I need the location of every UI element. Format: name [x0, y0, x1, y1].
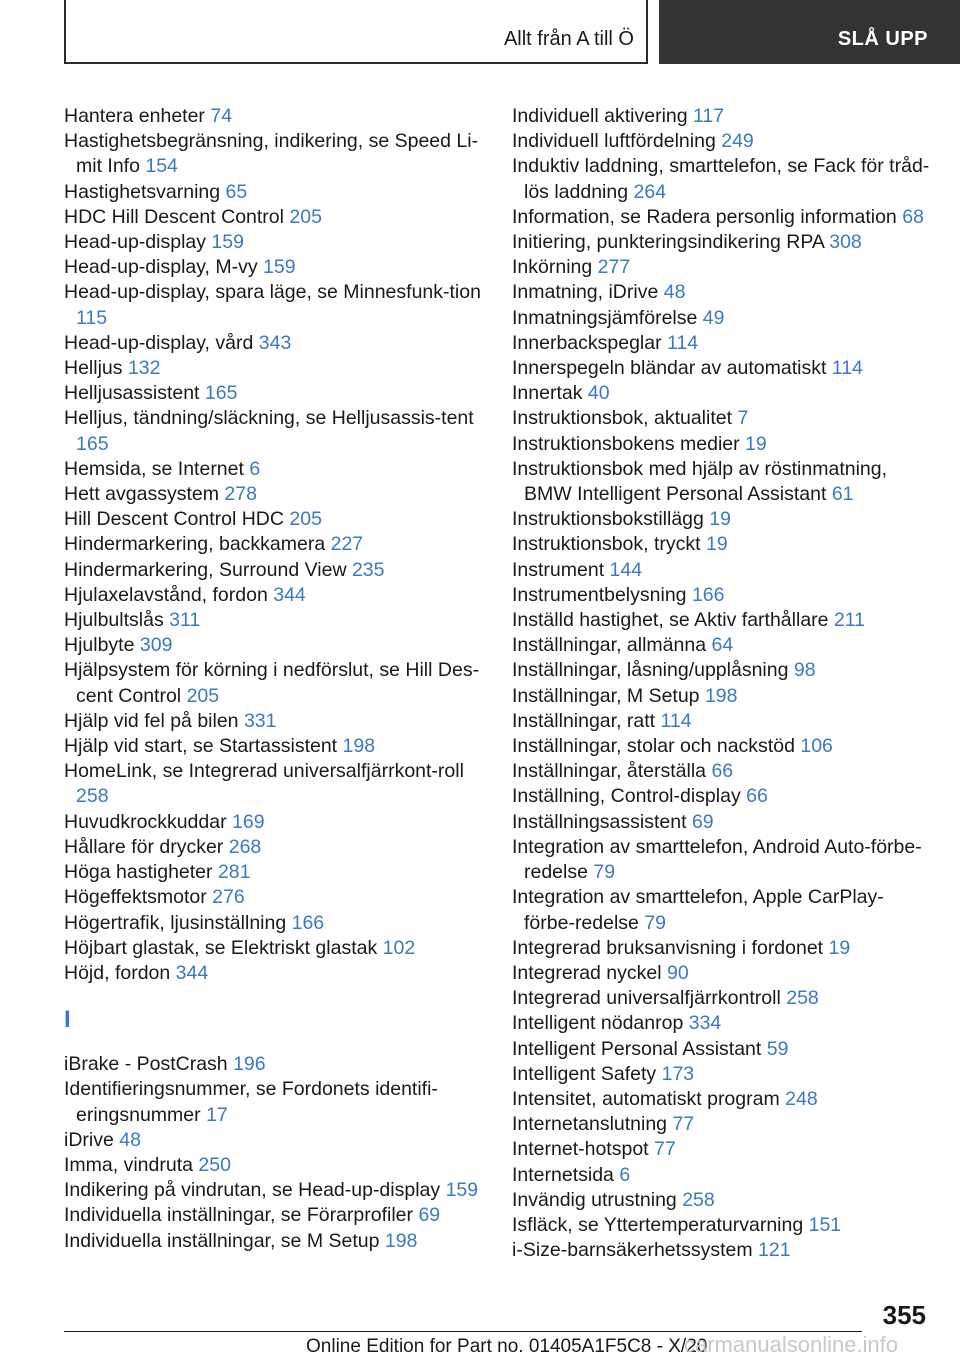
- page-link[interactable]: 19: [828, 936, 851, 959]
- index-term: Hjälp vid start, se Startassistent: [64, 735, 338, 758]
- page-link[interactable]: 173: [661, 1062, 695, 1085]
- index-entry: [512, 784, 932, 809]
- index-entry: [64, 911, 484, 936]
- index-entry: [64, 1052, 484, 1077]
- index-entry: [64, 633, 484, 658]
- index-term: Identifieringsnummer, se Fordonets identifi-eringsnummer: [64, 1078, 438, 1126]
- index-term: Inställningar, återställa: [512, 760, 707, 783]
- index-term: Individuella inställningar, se M Setup: [64, 1229, 380, 1252]
- page-link[interactable]: 19: [745, 432, 767, 455]
- index-term: Intelligent Personal Assistant: [512, 1037, 762, 1060]
- index-term: Inställd hastighet, se Aktiv farthållare: [512, 609, 829, 632]
- page-link[interactable]: 132: [127, 357, 161, 380]
- index-entry: [512, 306, 932, 331]
- index-entry: [64, 810, 484, 835]
- index-entry: [64, 885, 484, 910]
- page-link[interactable]: 276: [212, 886, 245, 909]
- page-link[interactable]: 6: [619, 1163, 631, 1186]
- index-entry: [64, 255, 484, 280]
- index-entry: [64, 532, 484, 557]
- index-term: Instruktionsbokens medier: [512, 432, 740, 455]
- index-term: Intelligent nödanrop: [512, 1012, 684, 1035]
- page-link[interactable]: 66: [711, 760, 734, 783]
- index-term: Hantera enheter: [64, 105, 205, 127]
- index-term: Instrumentbelysning: [512, 583, 687, 606]
- index-entry: [512, 734, 932, 759]
- index-term: Inställningar, allmänna: [512, 634, 707, 657]
- index-term: Hett avgassystem: [64, 483, 219, 506]
- page-link[interactable]: 74: [210, 105, 233, 127]
- page-link[interactable]: 309: [139, 634, 173, 657]
- index-term: iBrake - PostCrash: [64, 1053, 228, 1076]
- index-entry: [64, 507, 484, 532]
- page-link[interactable]: 59: [766, 1037, 789, 1060]
- index-term: Innerspegeln bländar av automatiskt: [512, 357, 827, 380]
- index-entry: [512, 608, 932, 633]
- page-link[interactable]: 79: [593, 861, 616, 884]
- page-link[interactable]: 205: [289, 205, 322, 228]
- index-entry: [64, 1178, 484, 1203]
- page-link[interactable]: 343: [258, 331, 292, 354]
- page-link[interactable]: 258: [76, 785, 109, 808]
- page-link[interactable]: 166: [691, 583, 725, 606]
- index-term: Högeffektsmotor: [64, 886, 207, 909]
- index-entry: [512, 381, 932, 406]
- index-term: Hjulbultslås: [64, 609, 164, 632]
- page-link[interactable]: 48: [119, 1128, 141, 1151]
- index-term: Head-up-display: [64, 231, 206, 254]
- page-link[interactable]: 198: [384, 1229, 418, 1252]
- page-link[interactable]: 169: [232, 810, 265, 833]
- index-entry: [64, 280, 484, 330]
- index-term: Initiering, punkteringsindikering RPA: [512, 231, 824, 254]
- index-term: Helljus, tändning/släckning, se Helljusassis-tent: [64, 407, 474, 430]
- page-number: 355: [882, 1300, 926, 1330]
- index-term: Head-up-display, vård: [64, 331, 254, 354]
- page-link[interactable]: 334: [688, 1012, 722, 1035]
- index-entry: [512, 129, 932, 154]
- index-entry: [512, 709, 932, 734]
- page-link[interactable]: 102: [382, 936, 416, 959]
- index-entry: [64, 1128, 484, 1153]
- page-link[interactable]: 114: [831, 357, 863, 380]
- index-entry: [512, 1213, 932, 1238]
- index-entry: [64, 583, 484, 608]
- index-term: Höjbart glastak, se Elektriskt glastak: [64, 936, 378, 959]
- index-entry: [64, 180, 484, 205]
- index-term: Integrerad universalfjärrkontroll: [512, 987, 781, 1010]
- page-link[interactable]: 114: [667, 331, 699, 354]
- index-term: Inställning, Control-display: [512, 785, 741, 808]
- index-term: Invändig utrustning: [512, 1188, 677, 1211]
- index-term: Högertrafik, ljusinställning: [64, 911, 287, 934]
- page-link[interactable]: 151: [808, 1213, 842, 1236]
- index-term: Head-up-display, M-vy: [64, 256, 258, 279]
- page-link[interactable]: 114: [660, 709, 692, 732]
- index-entry: [64, 482, 484, 507]
- page-link[interactable]: 48: [663, 281, 686, 304]
- page-link[interactable]: 106: [800, 735, 833, 758]
- index-term: Individuell aktivering: [512, 105, 688, 127]
- index-entry: [64, 860, 484, 885]
- index-term: Indikering på vindrutan, se Head-up-display: [64, 1179, 441, 1202]
- index-term: Helljus: [64, 357, 123, 380]
- index-term: Hill Descent Control HDC: [64, 508, 284, 531]
- index-entry: [64, 835, 484, 860]
- index-term: Integration av smarttelefon, Android Auto-förbe-redelse: [512, 835, 922, 884]
- index-term: Instruktionsbok, tryckt: [512, 533, 701, 556]
- index-term: Hastighetsvarning: [64, 180, 221, 203]
- index-entry: [512, 1137, 932, 1162]
- index-entry: [64, 709, 484, 734]
- index-term: Individuell luftfördelning: [512, 130, 716, 153]
- page-link[interactable]: 79: [644, 911, 667, 934]
- index-term: Höjd, fordon: [64, 961, 171, 984]
- page-link[interactable]: 211: [833, 609, 866, 632]
- watermark: carmanualsonline.info: [684, 1332, 899, 1357]
- page-link[interactable]: 19: [706, 533, 728, 556]
- page-link[interactable]: 159: [211, 231, 244, 254]
- index-term: Inställningsassistent: [512, 810, 687, 833]
- index-entry: [64, 1229, 484, 1254]
- page-link[interactable]: 64: [711, 634, 734, 657]
- index-term: Hjulaxelavstånd, fordon: [64, 583, 268, 606]
- page-link[interactable]: 98: [793, 659, 816, 682]
- page-link[interactable]: 19: [709, 508, 731, 531]
- page-link[interactable]: 248: [785, 1087, 818, 1110]
- index-term: Helljusassistent: [64, 382, 200, 405]
- index-entry: [64, 608, 484, 633]
- index-entry: [64, 205, 484, 230]
- index-term: Inställningar, ratt: [512, 709, 656, 732]
- page-link[interactable]: 77: [654, 1138, 676, 1161]
- page-link[interactable]: 61: [831, 483, 854, 506]
- index-entry: [512, 885, 932, 935]
- index-term: Isfläck, se Yttertemperaturvarning: [512, 1213, 804, 1236]
- index-entry: [64, 1153, 484, 1178]
- index-entry: [512, 759, 932, 784]
- page-link[interactable]: 115: [76, 306, 108, 329]
- index-entry: [512, 1037, 932, 1062]
- index-entry: [512, 684, 932, 709]
- index-term: Hjälpsystem för körning i nedförslut, se Hill Des-cent Control: [64, 659, 480, 707]
- page-link[interactable]: 159: [445, 1179, 479, 1202]
- index-entry: [512, 1062, 932, 1087]
- page-link[interactable]: 121: [758, 1239, 791, 1262]
- index-entry: [64, 759, 484, 809]
- index-entry: [512, 961, 932, 986]
- index-term: Inmatning, iDrive: [512, 281, 659, 304]
- index-entry: [64, 734, 484, 759]
- index-entry: [64, 1203, 484, 1228]
- index-term: Inställningar, M Setup: [512, 684, 700, 707]
- index-term: Instrument: [512, 558, 605, 581]
- page-link[interactable]: 77: [672, 1113, 695, 1136]
- page-link[interactable]: 154: [145, 155, 178, 178]
- index-term: Hjälp vid fel på bilen: [64, 709, 239, 732]
- index-entry: [512, 1163, 932, 1188]
- page-link[interactable]: 235: [351, 558, 385, 581]
- index-entry: [64, 356, 484, 381]
- index-entry: [64, 936, 484, 961]
- index-term: Innerbackspeglar: [512, 331, 662, 354]
- index-entry: [512, 658, 932, 683]
- index-entry: [64, 230, 484, 255]
- page-link[interactable]: 17: [206, 1103, 228, 1126]
- index-term: Instruktionsbokstillägg: [512, 508, 704, 531]
- page-link[interactable]: 6: [249, 457, 261, 480]
- index-entry: [512, 1011, 932, 1036]
- index-entry: [512, 1188, 932, 1213]
- index-entry: [512, 583, 932, 608]
- index-entry: [512, 986, 932, 1011]
- page-link[interactable]: 144: [609, 558, 643, 581]
- index-term: Imma, vindruta: [64, 1153, 193, 1176]
- page-link[interactable]: 258: [682, 1188, 715, 1211]
- index-entry: [64, 381, 484, 406]
- index-entry: [512, 633, 932, 658]
- index-entry: [64, 129, 484, 179]
- page-link[interactable]: 258: [786, 987, 819, 1010]
- chapter-title: Allt från A till Ö: [503, 28, 634, 50]
- index-term: Integrerad bruksanvisning i fordonet: [512, 936, 824, 959]
- page-link[interactable]: 49: [702, 306, 725, 329]
- page-link[interactable]: 277: [597, 256, 631, 279]
- index-term: Instruktionsbok med hjälp av röstinmatning, BMW Intelligent Personal Assistant: [512, 457, 888, 506]
- index-term: Inställningar, stolar och nackstöd: [512, 735, 795, 758]
- index-term: Hemsida, se Internet: [64, 457, 244, 480]
- index-entry: [512, 432, 932, 457]
- index-entry: [512, 154, 932, 204]
- page-link[interactable]: 227: [330, 533, 364, 556]
- index-term: Hindermarkering, Surround View: [64, 558, 347, 581]
- index-entry: [512, 558, 932, 583]
- index-entry: [512, 230, 932, 255]
- page-link[interactable]: 7: [737, 407, 749, 430]
- index-term: Hindermarkering, backkamera: [64, 533, 326, 556]
- section-letter: I: [64, 1006, 71, 1034]
- index-entry: [512, 331, 932, 356]
- page-link[interactable]: 159: [263, 256, 296, 279]
- page-link[interactable]: 65: [225, 180, 248, 203]
- page-link[interactable]: 69: [691, 810, 714, 833]
- index-entry: [512, 104, 932, 129]
- index-entry: [512, 835, 932, 885]
- index-term: Intelligent Safety: [512, 1062, 657, 1085]
- index-entry: [64, 104, 484, 129]
- page-link[interactable]: 278: [224, 483, 257, 506]
- index-term: Internetsida: [512, 1163, 614, 1186]
- index-term: Hjulbyte: [64, 634, 135, 657]
- page-link[interactable]: 311: [169, 609, 201, 632]
- page-link[interactable]: 90: [667, 961, 689, 984]
- index-entry: [512, 255, 932, 280]
- index-entry: [64, 457, 484, 482]
- page-link[interactable]: 69: [418, 1204, 441, 1227]
- page-link[interactable]: 344: [175, 961, 209, 984]
- page-link[interactable]: 165: [76, 432, 109, 455]
- index-column-left: [64, 104, 484, 1254]
- index-entry: [512, 205, 932, 230]
- index-term: Integrerad nyckel: [512, 961, 662, 984]
- index-entry: [64, 1077, 484, 1127]
- page-link[interactable]: 66: [746, 785, 768, 808]
- index-term: Head-up-display, spara läge, se Minnesfunk-tion: [64, 281, 481, 304]
- page-link[interactable]: 198: [342, 735, 376, 758]
- index-term: Information, se Radera personlig information: [512, 205, 897, 228]
- index-term: Huvudkrockkuddar: [64, 810, 227, 833]
- index-term: Individuella inställningar, se Förarprofiler: [64, 1204, 414, 1227]
- index-term: HomeLink, se Integrerad universalfjärrkont-roll: [64, 760, 464, 783]
- page-link[interactable]: 198: [704, 684, 738, 707]
- page-link[interactable]: 308: [829, 231, 862, 254]
- index-term: Instruktionsbok, aktualitet: [512, 407, 733, 430]
- page-link[interactable]: 117: [693, 105, 725, 127]
- index-term: Inkörning: [512, 256, 593, 279]
- header-frame: [64, 0, 648, 64]
- page-link[interactable]: 205: [289, 508, 322, 531]
- section-spacer: [64, 1040, 484, 1052]
- index-term: Hållare för drycker: [64, 835, 224, 858]
- look-up-button[interactable]: [659, 0, 960, 64]
- index-term: Innertak: [512, 382, 583, 405]
- page-link[interactable]: 249: [721, 130, 754, 153]
- index-term: Integration av smarttelefon, Apple CarPlay-förbe-redelse: [512, 886, 884, 934]
- index-term: Inmatningsjämförelse: [512, 306, 698, 329]
- index-entry: [512, 406, 932, 431]
- index-entry: [512, 457, 932, 507]
- page-link[interactable]: 268: [228, 835, 262, 858]
- index-term: Inställningar, låsning/upplåsning: [512, 659, 789, 682]
- page-link[interactable]: 344: [273, 583, 306, 606]
- page-link[interactable]: 250: [198, 1153, 231, 1176]
- index-term: Induktiv laddning, smarttelefon, se Fack för tråd-lös laddning: [512, 155, 930, 203]
- index-entry: [512, 936, 932, 961]
- index-term: i-Size-barnsäkerhetssystem: [512, 1239, 753, 1262]
- index-entry: [64, 331, 484, 356]
- index-entry: [512, 356, 932, 381]
- page-link[interactable]: 40: [587, 382, 610, 405]
- index-entry: [64, 558, 484, 583]
- index-entry: [512, 1238, 932, 1263]
- page-link[interactable]: 68: [902, 205, 924, 228]
- index-term: Höga hastigheter: [64, 861, 213, 884]
- page-link[interactable]: 331: [243, 709, 277, 732]
- index-entry: [512, 1087, 932, 1112]
- index-entry: [64, 406, 484, 456]
- look-up-button-label: SLÅ UPP: [837, 28, 928, 50]
- index-term: Hastighetsbegränsning, indikering, se Speed Li-mit Info: [64, 130, 479, 178]
- page-link[interactable]: 165: [204, 382, 238, 405]
- index-term: iDrive: [64, 1128, 114, 1151]
- page-link[interactable]: 166: [291, 911, 325, 934]
- index-entry: [64, 658, 484, 708]
- page-link[interactable]: 196: [233, 1053, 266, 1076]
- page-link[interactable]: 264: [633, 180, 667, 203]
- index-term: HDC Hill Descent Control: [64, 205, 284, 228]
- page-link[interactable]: 281: [217, 861, 251, 884]
- index-term: Internet-hotspot: [512, 1138, 649, 1161]
- index-entry: [512, 1112, 932, 1137]
- index-term: Internetanslutning: [512, 1113, 668, 1136]
- index-entry: [512, 810, 932, 835]
- index-column-right: [512, 104, 932, 1263]
- index-term: Intensitet, automatiskt program: [512, 1087, 780, 1110]
- index-entry: [512, 280, 932, 305]
- index-entry: [512, 507, 932, 532]
- edition-text: Online Edition for Part no. 01405A1F5C8 - X/20: [306, 1336, 708, 1357]
- index-entry: [64, 961, 484, 986]
- page-link[interactable]: 205: [186, 684, 220, 707]
- index-entry: [512, 532, 932, 557]
